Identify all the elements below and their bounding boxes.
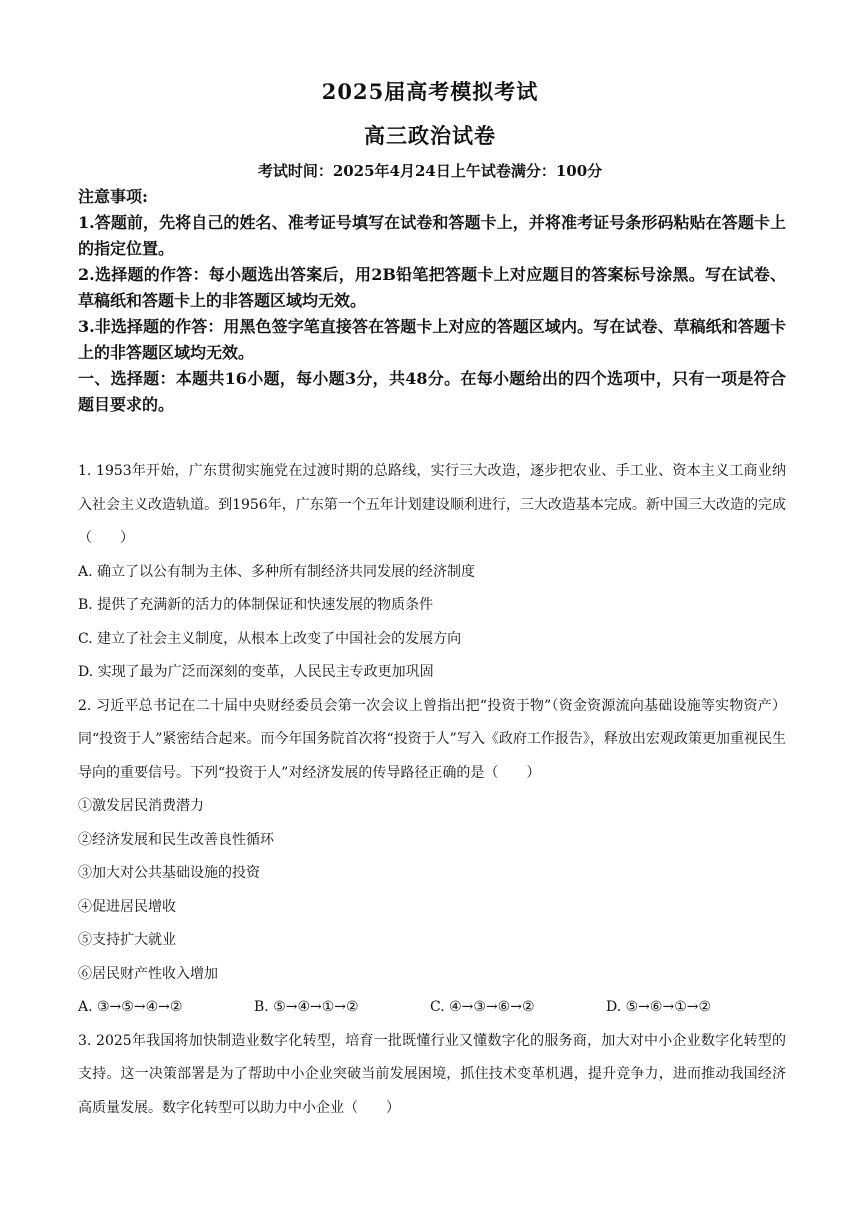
exam-subtitle: 高三政治试卷 <box>364 123 496 148</box>
question-1-option-a: A. 确立了以公有制为主体、多种所有制经济共同发展的经济制度 <box>78 563 476 580</box>
notes-heading: 注意事项: <box>78 187 148 206</box>
question-2-options <box>78 991 786 1025</box>
question-1-option-d: D. 实现了最为广泛而深刻的变革，人民民主专政更加巩固 <box>78 664 434 680</box>
exam-meta: 考试时间：2025年4月24日上午试卷满分：100分 <box>257 162 603 180</box>
question-2-option-c: C. ④→③→⑥→② <box>430 999 535 1015</box>
question-2-item-2: ②经济发展和民生改善良性循环 <box>78 831 274 848</box>
question-2-item-3: ③加大对公共基础设施的投资 <box>78 865 260 881</box>
question-1-option-b: B. 提供了充满新的活力的体制保证和快速发展的物质条件 <box>78 597 434 613</box>
question-2-item-6: ⑥居民财产性收入增加 <box>78 965 218 982</box>
question-2-stem: 2. 习近平总书记在二十届中央财经委员会第一次会议上曾指出把“投资于物”（资金资源流向基础设施等实物资产）同“投资于人”紧密结合起来。而今年国务院首次将“投资于人”写入《政府工作报告》，释放出宏观政策更加重视民生导向的重要信号。下列“投资于人”对经济发展的传导路径正确的是（ ） <box>78 697 786 781</box>
exam-title: 2025届高考模拟考试 <box>321 79 539 104</box>
note-item-2: 2.选择题的作答：每小题选出答案后，用2B铅笔把答题卡上对应题目的答案标号涂黑。写在试卷、草稿纸和答题卡上的非答题区域均无效。 <box>78 265 786 310</box>
question-2-option-a: A. ③→⑤→④→② <box>78 999 183 1015</box>
note-item-3: 3.非选择题的作答：用黑色签字笔直接答在答题卡上对应的答题区域内。写在试卷、草稿纸和答题卡上的非答题区域均无效。 <box>78 317 786 362</box>
questions-section <box>78 455 786 1125</box>
question-3-stem: 3. 2025年我国将加快制造业数字化转型，培育一批既懂行业又懂数字化的服务商，加大对中小企业数字化转型的支持。这一决策部署是为了帮助中小企业突破当前发展困境，抓住技术变革机遇，提升竞争力，进而推动我国经济高质量发展。数字化转型可以助力中小企业（ ） <box>78 1032 786 1116</box>
note-item-1: 1.答题前，先将自己的姓名、准考证号填写在试卷和答题卡上，并将准考证号条形码粘贴在答题卡上的指定位置。 <box>78 213 786 258</box>
question-2-option-d: D. ⑤→⑥→①→② <box>606 999 712 1015</box>
notes-section <box>78 184 786 418</box>
question-1-option-c: C. 建立了社会主义制度，从根本上改变了中国社会的发展方向 <box>78 630 462 647</box>
section-heading: 一、选择题：本题共16小题，每小题3分，共48分。在每小题给出的四个选项中，只有一项是符合题目要求的。 <box>78 369 786 414</box>
question-2-option-b: B. ⑤→④→①→② <box>254 999 359 1015</box>
question-2-item-1: ①激发居民消费潜力 <box>78 798 204 814</box>
question-2-item-4: ④促进居民增收 <box>78 898 176 915</box>
question-1-stem: 1. 1953年开始，广东贯彻实施党在过渡时期的总路线，实行三大改造，逐步把农业、手工业、资本主义工商业纳入社会主义改造轨道。到1956年，广东第一个五年计划建设顺利进行，三大改造基本完成。新中国三大改造的完成（ ） <box>78 463 786 546</box>
question-2-item-5: ⑤支持扩大就业 <box>78 932 176 948</box>
